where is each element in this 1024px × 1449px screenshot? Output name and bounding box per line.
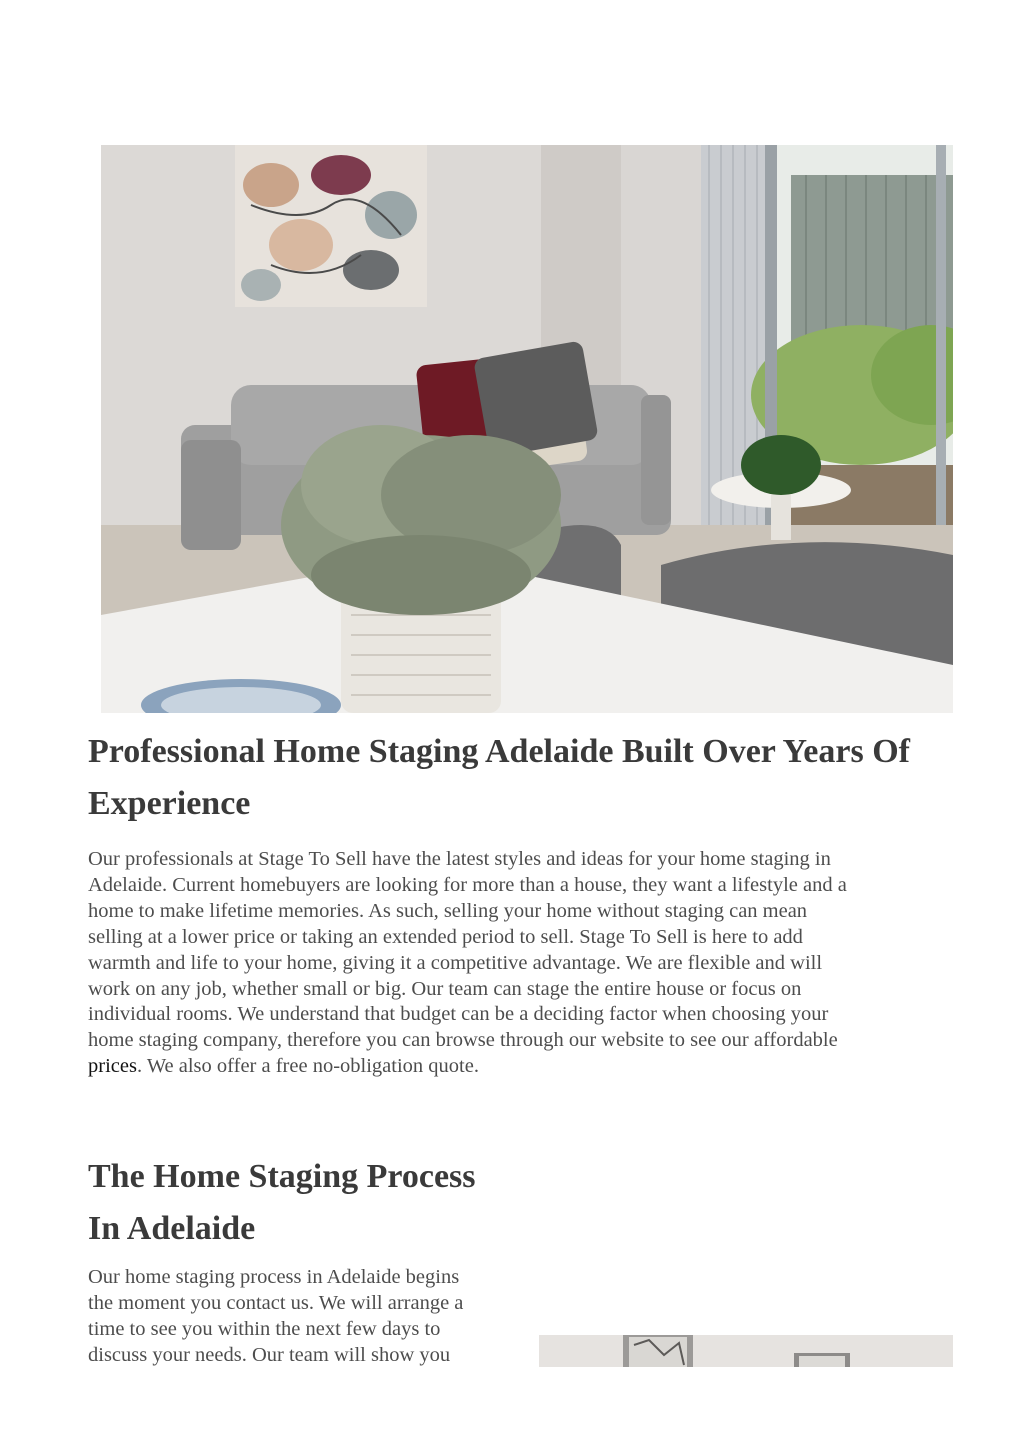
paragraph-line: the moment you contact us. We will arrange a [88, 1291, 464, 1314]
paragraph-tail: . We also offer a free no-obligation quote. [136, 1055, 479, 1078]
paragraph-line: work on any job, whether small or big. Our team can stage the entire house or focus on [88, 977, 802, 1000]
paragraph-line: individual rooms. We understand that budget can be a deciding factor when choosing your [88, 1003, 829, 1026]
paragraph-line: home to make lifetime memories. As such, selling your home without staging can mean [88, 899, 808, 922]
heading-line: The Home Staging Process [88, 1158, 476, 1195]
intro-paragraph [88, 847, 960, 1080]
paragraph-line: warmth and life to your home, giving it a competitive advantage. We are flexible and will [88, 951, 823, 974]
hero-staged-living-room-photo [101, 145, 953, 713]
staged-interior-photo-icon [539, 1335, 953, 1367]
paragraph-line: home staging company, therefore you can browse through our website to see our affordable [88, 1029, 838, 1052]
paragraph-line: discuss your needs. Our team will show you [88, 1343, 451, 1366]
heading-line: In Adelaide [88, 1210, 256, 1247]
paragraph-last-line [88, 1054, 960, 1080]
heading-line: Experience [88, 785, 251, 822]
heading-professional-home-staging [88, 726, 988, 830]
paragraph-line: Our professionals at Stage To Sell have the latest styles and ideas for your home staging in [88, 848, 831, 870]
paragraph-line: time to see you within the next few days to [88, 1317, 441, 1340]
process-paragraph [88, 1265, 528, 1369]
staged-living-room-photo-icon [101, 145, 953, 713]
second-staged-interior-photo [539, 1335, 953, 1367]
paragraph-line: Our home staging process in Adelaide begins [88, 1266, 460, 1288]
paragraph-line: selling at a lower price or taking an extended period to sell. Stage To Sell is here to add [88, 925, 803, 948]
heading-home-staging-process [88, 1151, 528, 1255]
prices-link[interactable]: prices [88, 1055, 137, 1078]
paragraph-line: Adelaide. Current homebuyers are looking for more than a house, they want a lifestyle and a [88, 873, 847, 896]
heading-line: Professional Home Staging Adelaide Built Over Years Of [88, 733, 910, 770]
